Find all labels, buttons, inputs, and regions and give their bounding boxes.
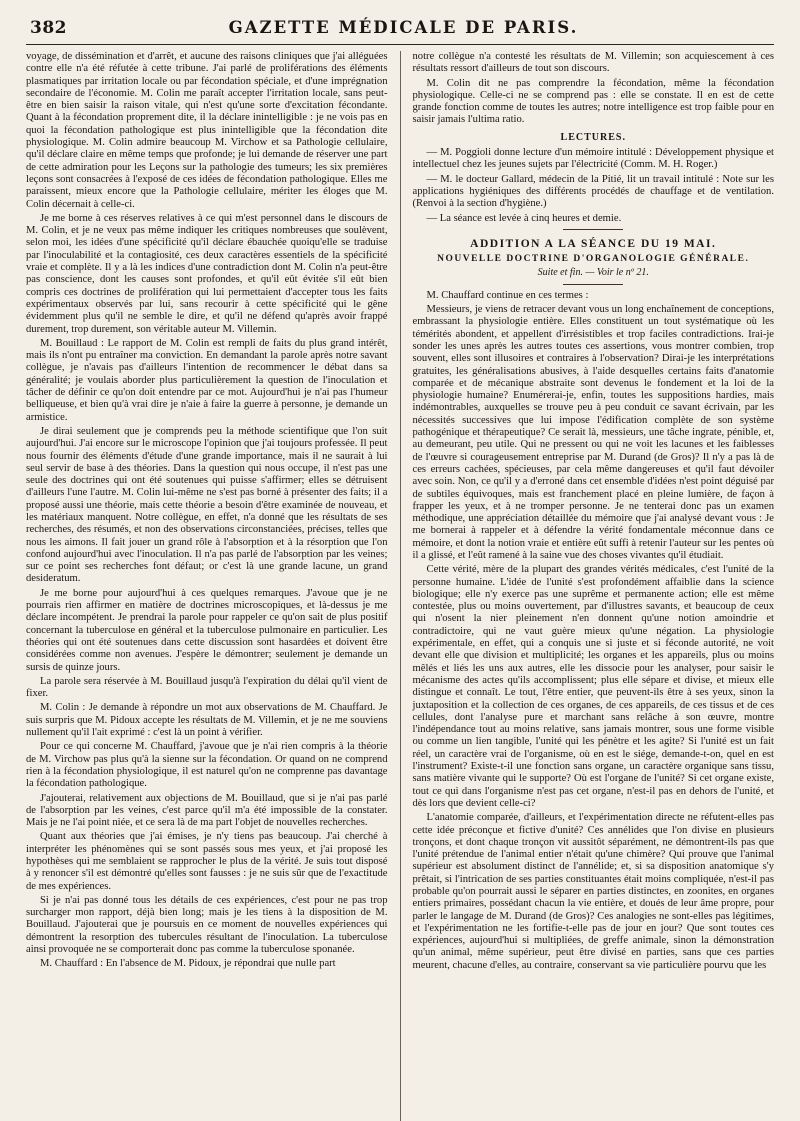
- paragraph: J'ajouterai, relativement aux objections de M. Bouillaud, que si je n'ai pas parlé de l'absorption par les veines, c'est parce qu'il m'a été impossible de la constater. Mais je ne l'ai point niée, et ce sera là de ma part l'objet de nouvelles recherches.: [26, 792, 388, 829]
- paragraph: La parole sera réservée à M. Bouillaud jusqu'à l'expiration du délai qu'il vient de fixer.: [26, 675, 388, 700]
- paragraph: M. Colin : Je demande à répondre un mot aux observations de M. Chauffard. Je suis surpris que M. Pidoux accepte les résultats de M. Villemin, et je ne me souviens nullement qu'il l'ait exprimé : c'est là un point à vérifier.: [26, 702, 388, 739]
- paragraph: L'anatomie comparée, d'ailleurs, et l'expérimentation directe ne réfutent-elles pas cette idée préconçue et fictive d'unité? Ces annélides que l'on divise en plusieurs tronçons, et dont chaque tronçon vit aussitôt séparément, ne démontrent-ils pas que l'unité prétendue de l'animal entier n'était qu'une chimère? Qui prouve que l'animal supérieur est absolument distinct de l'annélide; et, si sa disposition anatomique s'y prêtait, si l'intrication de ses parties constituantes était moins compliquée, n'est-il pas probable qu'on pourrait aussi le séparer en parties distinctes, en zoonites, en organes entiers primaires, possédant chacun la vie entière, et doués de leur âme propre, pour parler le langage de M. Durand (de Gros)? Ces analogies ne sont-elles pas légitimes, et l'expérimentation ne les fortifie-t-elle pas de jour en jour? Que sont toutes ces expériences, aujourd'hui si multipliées, de greffe animale, sinon la démonstration qu'un animal, même supérieur, peut être divisé en parties, sans que ces parties meurent, chacune d'elles, au contraire, conservant sa vie particulière pourvu que les: [412, 812, 774, 971]
- paragraph: M. Colin dit ne pas comprendre la fécondation, même la fécondation physiologique. Celle-ci ne se comprend pas : elle se constate. Il en est de cette grande fonction comme de toutes les autres; notre intelligence est trop faible pour en saisir jamais l'ultima ratio.: [412, 77, 774, 126]
- paragraph: Je me borne pour aujourd'hui à ces quelques remarques. J'avoue que je ne pourrais rien affirmer en matière de doctrines microscopiques, et là-dessus je me déclare incompétent. Je prendrai la parole pour rappeler ce qu'on sait de plus positif concernant la tuberculose en général et la tuberculose pulmonaire en particulier. Les théories qui ont été soutenues dans cette discussion sont hasardées et doivent être considérées comme non avenues. J'espère le démontrer; seulement je demande un sursis de quinze jours.: [26, 587, 388, 673]
- paragraph: notre collègue n'a contesté les résultats de M. Villemin; son acquiescement à ces résultats ressort d'ailleurs de tout son discours.: [412, 51, 774, 75]
- paragraph: Messieurs, je viens de retracer devant vous un long enchaînement de conceptions, embrassant la physiologie entière. Elles constituent un tout systématique où les témérités abondent, et appellent d'irrésistibles et trop faciles contradictions. Irai-je sonder les unes après les autres toutes ces assertions, vous montrer combien, trop souvent, elles sont illusoires et contraires à l'observation? Dirai-je les interprétations gratuites, les généralisations abusives, à l'aide desquelles certains faits d'anatomie comparée et de mécanique abstraite sont devenus le fondement et la loi de la physiologie humaine? Enumérerai-je, enfin, toutes les suppositions hardies, mais indémontrables, auxquelles se trouve peu à peu conduit ce savant écrivain, par les nécessités successives que lui impose l'édification complète de son système pathogénique et thérapeutique? Ce serait là, messieurs, une tâche ingrate, pénible, et, au demeurant, peu utile. Qui ne pressent ou qui ne voit les lacunes et les faiblesses de l'œuvre si courageusement entreprise par M. Durand (de Gros)? Il n'y a pas là de ces erreurs cachées, spécieuses, par cela même dangereuses et qu'il faut dévoiler avec soin. Non, ce qu'il y a d'erroné dans cet ensemble d'idées n'est point déguisé par de subtiles équivoques, mais est franchement placé en pleine lumière, de façon à frapper les yeux, et à ne tromper personne. Je ne tenterai donc pas un examen méthodique, une appréciation détaillée du mémoire que j'ai analysé devant vous : Je me bornerai à rappeler et à défendre la vérité fondamentale méconnue dans ce mémoire, et dont la notion vraie et entière eût suffi à retenir l'auteur sur les pentes où il a glissé, et l'eût ramené à la saine vue des choses vivantes qu'il étudiait.: [412, 304, 774, 561]
- left-column: [26, 51, 401, 1121]
- section-divider: [563, 229, 623, 230]
- paragraph: Si je n'ai pas donné tous les détails de ces expériences, c'est pour ne pas trop surcharger mon rapport, déjà bien long; mais je les tiens à la disposition de M. Bouillaud. J'ajouterai que je poursuis en ce moment de nouvelles expériences qui démontrent la resorption des tubercules résultant de l'inoculation. La tuberculose ainsi provoquée ne se comporterait donc pas comme la tuberculose sponanée.: [26, 894, 388, 956]
- suite-line: Suite et fin. — Voir le nº 21.: [537, 267, 649, 279]
- addition-title: ADDITION A LA SÉANCE DU 19 MAI.: [470, 237, 717, 250]
- section-divider: [563, 284, 623, 285]
- paragraph: Cette vérité, mère de la plupart des grandes vérités médicales, c'est l'unité de la personne humaine. L'idée de l'unité s'est profondément affaiblie dans la science biologique; elle n'y exerce pas une suprême et permanente action; elle est même contestée, plus ou moins ouvertement, par d'illustres savants, et beaucoup de ceux qui n'osent la nier pleinement n'en donnent qu'une notion amoindrie et contradictoire, qui ne vaut guère mieux qu'une négation. La physiologie expérimentale, en effet, qui a conquis une si juste et si féconde autorité, ne voit devant elle que division et multiplicité; les organes et les appareils, plus ou moins mêlés et liés les uns aux autres, elle les dissocie pour les analyser, pour saisir le mécanisme des actes qu'ils accomplissent; plus elle sépare et divise, et mieux elle distingue et connaît. Le tout, l'être entier, que peuvent-ils être à ses yeux, sinon la juxtaposition et la collection de ces organes, de ces appareils, de ces tissus et de ces cellules, dont l'analyse pure et marchant sans relâche à son œuvre, montre l'indépendance tout au moins relative, sans jamais montrer, sous une forme visible ou comme un lien tangible, l'unité qui les pénètre et les agite? Si l'unité est un fait réel, un caractère vrai de l'organisme, où en est le siége, demande-t-on, quel en est l'instrument? Existe-t-il une fonction sans organe, un caractère organique sans tissu, sans matière vivante qui le supporte? Où est l'organe de l'unité? Si cet organe existe, tout ce qui dans l'organisme n'est pas cet organe, n'est-il pas en dehors de l'unité, et dès lors que devient celle-ci?: [412, 564, 774, 809]
- lectures-heading: LECTURES.: [560, 131, 626, 143]
- paragraph: Je me borne à ces réserves relatives à ce qui m'est personnel dans le discours de M. Colin, et je ne veux pas même indiquer les critiques nombreuses que soulèvent, selon moi, les idées d'une spécificité qu'il déclare ébauchée quoiqu'elle se traduise par l'inoculabilité et la contagiosité, ces deux caractères essentiels de la spécificité vraie et complète. Il y a là les indices d'une contradiction dont M. Colin n'a peut-être pas conscience, dont les causes sont profondes, et qu'il eût évitée s'il eût bien compris ces doctrines de prolifération qui lui permettaient d'accepter tous les faits expérimentaux observés par lui, sans recourir à cette spécificité qui le gêne évidemment plus qu'il ne semble le dire, et qu'il ne défend qu'après avoir frappé durement, trop durement, son véritable auteur M. Villemin.: [26, 212, 388, 335]
- right-column: [401, 51, 775, 1121]
- paragraph: voyage, de dissémination et d'arrêt, et aucune des raisons cliniques que j'ai alléguées contre elle n'a été réfutée à cette tribune. J'ai parlé de proliférations des éléments plasmatiques par irritation locale ou par fécondation spéciale, et d'une imprégnation secondaire de l'économie. M. Colin me paraît accepter l'irritation locale, sans peut-être en bien saisir la raison vitale, qui n'est qu'une sorte d'excitation fécondante. Quant à la fécondation proprement dite, il la déclare inintelligible : je ne vois pas en quoi la fécondation pathologique est plus inintelligible que la fécondation dite physiologique. M. Colin admire beaucoup M. Virchow et sa Pathologie cellulaire, qu'il déclare claire en même temps que profonde; je lui demande de réserver une part de cette admiration pour les Leçons sur la pathologie des tumeurs; les six premières leçons sont consacrées à l'exposé de ces idées de fécondation pathologique. Elles me paraissent, mieux encore que la Pathologie cellulaire, mériter les éloges que M. Colin décernait à celle-ci.: [26, 51, 388, 210]
- journal-title: GAZETTE MÉDICALE DE PARIS.: [228, 18, 579, 37]
- paragraph: Pour ce qui concerne M. Chauffard, j'avoue que je n'ai rien compris à la théorie de M. Virchow pas plus qu'à la sienne sur la fécondation. Or quand on ne comprend rien à la fécondation physiologique, il est naturel qu'on ne comprenne pas davantage la fécondation pathologique.: [26, 741, 388, 790]
- text-columns: [26, 51, 774, 1121]
- page-header: [26, 14, 774, 45]
- paragraph: M. Bouillaud : Le rapport de M. Colin est rempli de faits du plus grand intérêt, mais ils n'ont pu entraîner ma conviction. En demandant la parole après notre savant collègue, je n'avais pas d'ailleurs l'intention de recommencer le débat dans sa généralité; je voulais aborder plus particulièrement la question de l'inoculation et tâcher de définir ce qu'on doit entendre par ce mot. Aujourd'hui je n'ai pas l'humeur belliqueuse, et bien qu'à vrai dire je n'aie à faire la guerre à personne, je demande un armistice.: [26, 337, 388, 423]
- lecture-item: — M. Poggioli donne lecture d'un mémoire intitulé : Développement physique et intellectuel chez les jeunes sujets par l'électricité (Comm. M. H. Roger.): [412, 147, 774, 171]
- doctrine-title: NOUVELLE DOCTRINE D'ORGANOLOGIE GÉNÉRALE.: [437, 254, 750, 265]
- paragraph: M. Chauffard : En l'absence de M. Pidoux, je répondrai que nulle part: [40, 958, 336, 970]
- paragraph: M. Chauffard continue en ces termes :: [426, 289, 589, 301]
- paragraph: Je dirai seulement que je comprends peu la méthode scientifique que l'on suit aujourd'hui. J'ai encore sur le microscope l'opinion que j'ai toujours professée. Il peut nous fournir des éléments d'étude d'une grande importance, mais il ne saurait à lui seul servir de base à des théories. Dans la question qui nous occupe, il n'est pas une seule des doctrines qui ont été soutenues qui puisse s'affirmer; elles se détruisent d'ailleurs l'une l'autre. M. Colin lui-même ne s'est pas borné à présenter des faits; il a proposé aussi une théorie, mais cette théorie a besoin d'être examinée de nouveau, et les matériaux manquent. Notre collègue, en effet, n'a donné que les résultats de ses recherches, des résumés, et non des observations circonstanciées, précises, telles que nous les aimons. Il fait jouer un grand rôle à l'absorption et à la résorption que l'on confond aujourd'hui avec l'inoculation. Il n'a pas parlé de l'absorption par les veines; sur ce point ses recherches font défaut; or c'est là une grande lacune, un grand desideratum.: [26, 425, 388, 585]
- paragraph: Quant aux théories que j'ai émises, je n'y tiens pas beaucoup. J'ai cherché à interpréter les phénomènes qui se sont passés sous mes yeux, et j'ai proposé les hypothèses qui me semblaient se rapprocher le plus de la vérité. Je suis tout disposé à y renoncer s'il est démontré qu'elles sont fausses : je ne suis sûr que de l'exactitude de mes expériences.: [26, 831, 388, 892]
- lecture-item: — M. le docteur Gallard, médecin de la Pitié, lit un travail intitulé : Note sur les applications hygiéniques des différents procédés de chauffage et de ventilation. (Renvoi à la section d'hygiène.): [412, 173, 774, 210]
- page-number: 382: [30, 18, 67, 38]
- lecture-item: — La séance est levée à cinq heures et demie.: [426, 212, 622, 224]
